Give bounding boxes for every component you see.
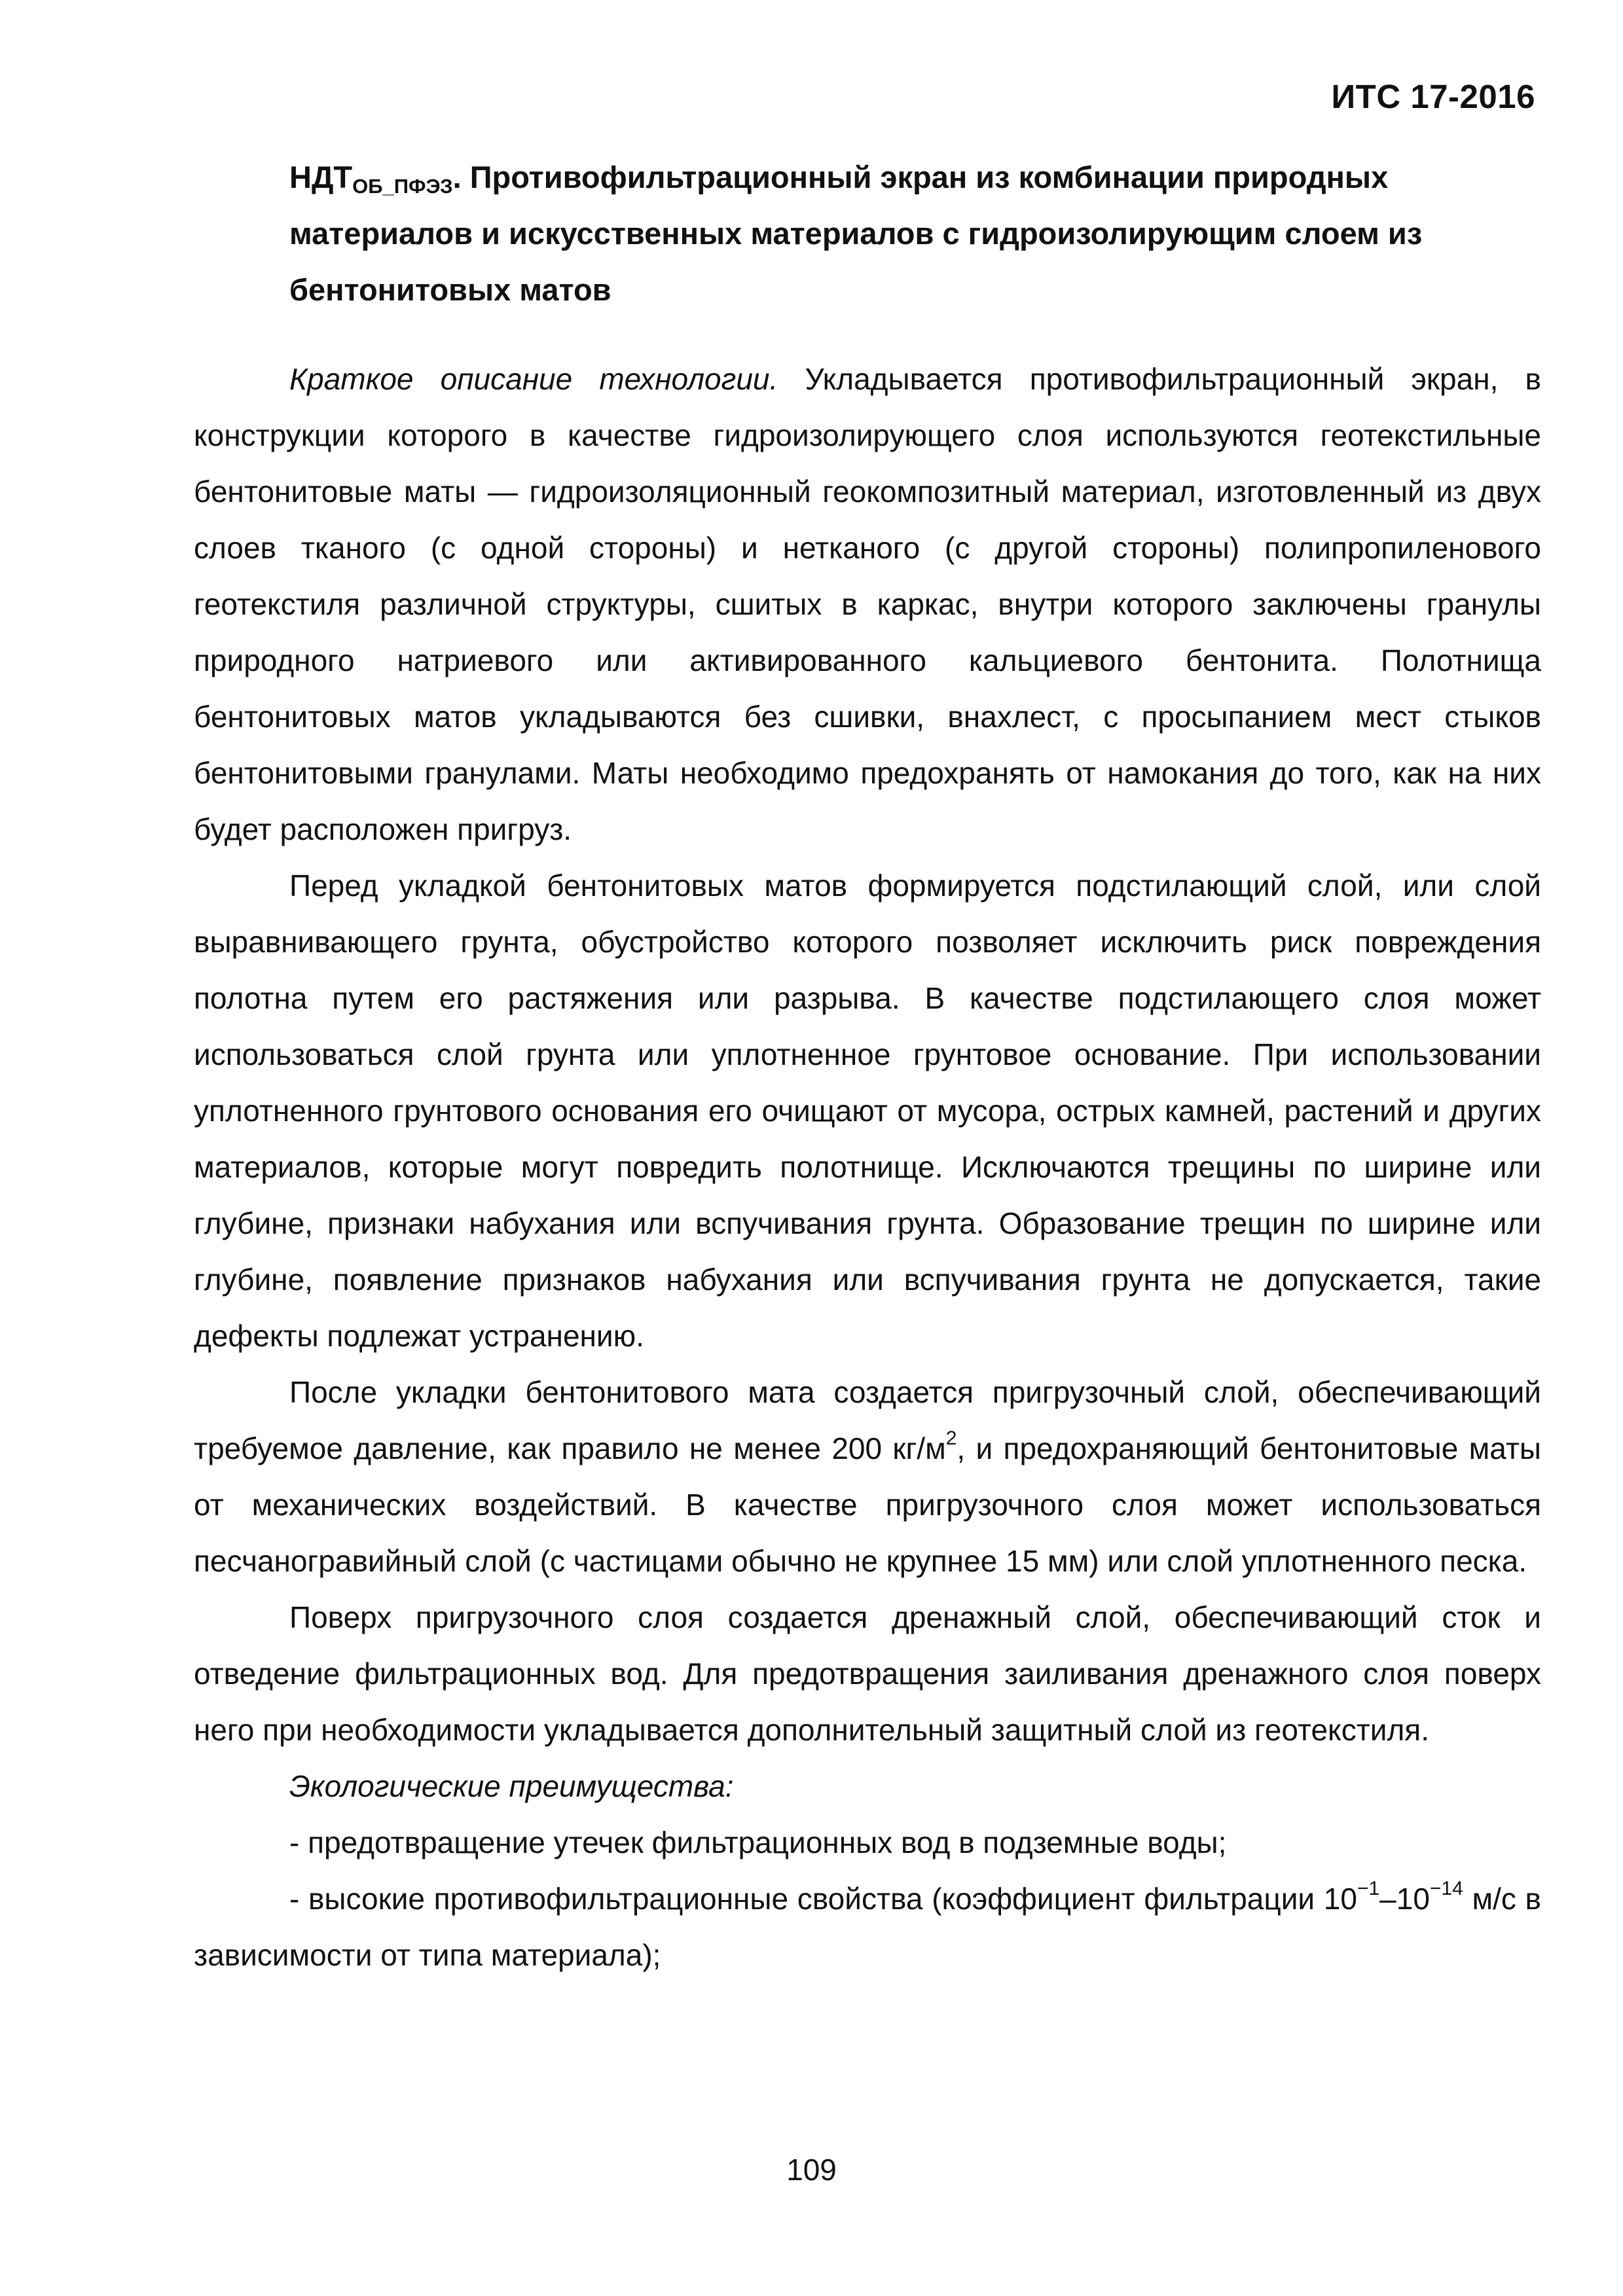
- advantage-item-2: [194, 1871, 1541, 1983]
- advantage-item-2-text-3: м/с в зависимости от типа материала);: [194, 1882, 1541, 1972]
- drainage-layer-paragraph: Поверх пригрузочного слоя создается дренажный слой, обеспечивающий сток и отведение фильтрационных вод. Для предотвращения заиливания дренажного слоя поверх него при необходимости укладывается дополнительный защитный слой из геотекстиля.: [194, 1600, 1541, 1747]
- advantage-item-2-exponent-1: −1: [1357, 1878, 1380, 1899]
- load-layer-text-1: После укладки бентонитового мата создается пригрузочный слой, обеспечивающий требуемое давление, как правило не менее 200 кг/м: [194, 1375, 1541, 1465]
- advantage-item-2-text-2: –10: [1379, 1882, 1430, 1916]
- document-code: ИТС 17-2016: [1331, 78, 1535, 115]
- advantages-label: Экологические преимущества:: [289, 1769, 734, 1803]
- page-number: 109: [786, 2153, 837, 2187]
- description-text: Укладывается противофильтрационный экран, в конструкции которого в качестве гидроизолирующего слоя используются геотекстильные бентонитовые маты — гидроизоляционный геокомпозитный материал, изготовленный из двух слоев тканого (с одной стороны) и нетканого (с другой стороны) полипропиленового геотекстиля различной структуры, сшитых в каркас, внутри которого заключены гранулы природного натриевого или активированного кальциевого бентонита. Полотнища бентонитовых матов укладываются без сшивки, внахлест, с просыпанием мест стыков бентонитовыми гранулами. Маты необходимо предохранять от намокания до того, как на них будет расположен пригруз.: [194, 362, 1541, 846]
- advantage-item-1: - предотвращение утечек фильтрационных вод в подземные воды;: [289, 1825, 1227, 1859]
- page-content: [194, 149, 1541, 1983]
- advantage-item-2-exponent-2: −14: [1429, 1878, 1463, 1899]
- base-layer-paragraph: Перед укладкой бентонитовых матов формируется подстилающий слой, или слой выравнивающего грунта, обустройство которого позволяет исключить риск повреждения полотна путем его растяжения или разрыва. В качестве подстилающего слоя может использоваться слой грунта или уплотненное грунтовое основание. При использовании уплотненного грунтового основания его очищают от мусора, острых камней, растений и других материалов, которые могут повредить полотнище. Исключаются трещины по ширине или глубине, признаки набухания или вспучивания грунта. Образование трещин по ширине или глубине, появление признаков набухания или вспучивания грунта не допускается, такие дефекты подлежат устранению.: [194, 869, 1541, 1353]
- title-subscript: ОБ_ПФЭЗ: [352, 175, 453, 198]
- description-paragraph: [194, 351, 1541, 857]
- load-layer-text-2: , и предохраняющий бентонитовые маты от механических воздействий. В качестве пригрузочного слоя может использоваться песчаногравийный слой (с частицами обычно не крупнее 15 мм) или слой уплотненного песка.: [194, 1431, 1541, 1578]
- title-text: . Противофильтрационный экран из комбинации природных материалов и искусственных материалов с гидроизолирующим слоем из бентонитовых матов: [289, 160, 1423, 307]
- title-prefix: НДТ: [289, 160, 353, 194]
- load-layer-superscript: 2: [945, 1427, 957, 1449]
- section-title: [289, 149, 1541, 318]
- description-label: Краткое описание технологии.: [289, 362, 778, 396]
- advantage-item-2-text-1: - высокие противофильтрационные свойства (коэффициент фильтрации 10: [289, 1882, 1357, 1916]
- load-layer-paragraph: [194, 1364, 1541, 1589]
